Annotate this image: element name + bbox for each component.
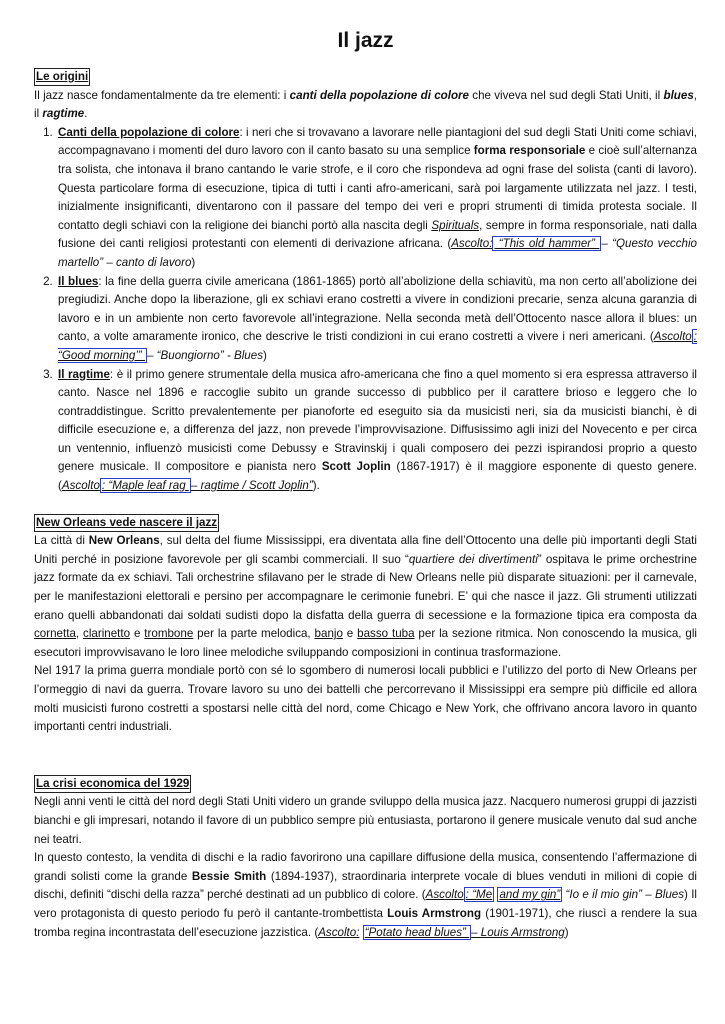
song-link-me-and-my-gin[interactable]: : “Me — [465, 888, 493, 902]
listen-label: Ascolto — [653, 330, 692, 344]
spacer — [34, 737, 697, 775]
spirituals-term: Spirituals — [431, 218, 480, 232]
text: : è il primo genere strumentale della musica afro-americana che fino a quel momento si era espressa attraverso il canto. Nasce nel 1896 e raccoglie subito un grande successo di pubblico per il carattere brioso e leggero che lo contraddistingue. Scritto prevalentemente per pianoforte ed eseguito sia da musicisti neri, sia da musicisti bianchi, è di difficile esecuzione e, a differenza del jazz, non prevede l’improvvisazione. Diffusissimo agli inizi del Novecento e per circa un ventennio, influenzò musicisti come Debussy e Stravinskij i quali composero dei pezzi ispirandosi proprio a questo genere musicale. Il compositore e pianista nero — [58, 367, 697, 474]
section-heading-crisis: La crisi economica del 1929 — [34, 775, 191, 793]
text: La città di — [34, 534, 89, 548]
new-orleans-paragraph-1 — [34, 532, 697, 662]
list-item-canti — [56, 124, 697, 273]
origins-intro — [34, 87, 697, 124]
text: per la parte melodica, — [193, 627, 315, 641]
emphasis: blues — [663, 88, 694, 102]
page-title: Il jazz — [337, 29, 394, 52]
text: In questo contesto, la vendita di dischi e la radio favorirono una capillare diffusione della musica, consentendo l’affermazione di grandi solisti come la grande — [34, 851, 697, 883]
text: e — [342, 627, 358, 641]
section-crisis — [34, 775, 697, 942]
list-item-term: Canti della popolazione di colore — [58, 125, 240, 139]
text: che viveva nel sud degli Stati Uniti, il — [469, 88, 664, 102]
text: Il jazz nasce fondamentalmente da tre elementi: i — [34, 88, 290, 102]
instrument-trombone: trombone — [144, 627, 194, 641]
song-link-maple-leaf-rag[interactable]: : “Maple leaf rag — [101, 479, 189, 493]
emphasis: Louis Armstrong — [387, 906, 482, 920]
listen-label: Ascolto — [61, 479, 100, 493]
emphasis: ragtime — [42, 107, 85, 121]
text: , — [75, 627, 84, 641]
spacer — [34, 496, 697, 514]
text: ” ospitava le prime orchestrine jazz formate da ex schiavi. Tali orchestrine sfilavano per le strade di New Orleans nelle più disparate situazioni: per il carnevale, per le manifestazioni elettorali e persino per accompagnare le cerimonie funebri. E’ qui che nasce il jazz. Gli strumenti utilizzati erano quelli abbandonati dai soldati sudisti dopo la disfatta della guerra di secessione e la formazione tipica era composta da — [34, 552, 697, 622]
origins-list — [34, 124, 697, 496]
list-item-blues — [56, 273, 697, 366]
text: , il — [34, 88, 698, 121]
text: e cioè sull’alternanza tra solista, che intonava il brano cantando le varie strofe, e il coro che rispondeva ad ogni frase del solista (canti di lavoro). Questa particolare forma di esecuzione, tipica di tutti i canti afro-americani, sarà poi largamente utilizzata nel jazz. I testi, inizialmente insignificanti, diventarono con il passare del tempo dei veri e propri strumenti di timida protesta sociale. Il contatto degli schiavi con la religione dei bianchi portò alla nascita degli — [58, 144, 697, 232]
song-description: – ragtime / Scott Joplin” — [190, 479, 313, 493]
text: e — [130, 627, 145, 641]
list-item-ragtime — [56, 366, 697, 496]
section-heading-new-orleans: New Orleans vede nascere il jazz — [34, 514, 219, 532]
section-heading-origins: Le origini — [34, 68, 90, 86]
emphasis: canti della popolazione di colore — [289, 88, 469, 102]
song-link-me-and-my-gin-cont[interactable]: and my gin” — [499, 888, 561, 902]
song-link-good-morning[interactable]: : “Good morning’” — [58, 330, 697, 362]
song-link-potato-head-blues[interactable]: “Potato head blues” — [364, 925, 470, 939]
listen-label: Ascolto: — [451, 237, 493, 251]
text: ) — [191, 255, 196, 269]
song-description: “Io e il mio gin” – Blues — [562, 888, 685, 902]
song-description: – Louis Armstrong — [471, 925, 565, 939]
emphasis: forma responsoriale — [473, 144, 586, 158]
instrument-basso-tuba: basso tuba — [357, 627, 415, 641]
emphasis: quartiere dei divertimenti — [408, 552, 538, 566]
text: ) — [263, 348, 267, 362]
song-description: – “Buongiorno” - Blues — [147, 348, 263, 362]
listen-label: Ascolto — [425, 888, 464, 902]
list-item-term: Il blues — [58, 274, 99, 288]
text: ) Il vero protagonista di questo periodo fu però il cantante-trombettista — [34, 888, 697, 920]
text: ). — [312, 479, 320, 493]
crisis-paragraph-2 — [34, 849, 697, 942]
list-item-term: Il ragtime — [58, 367, 110, 381]
listen-label: Ascolto: — [318, 925, 360, 939]
instrument-clarinetto: clarinetto — [83, 627, 131, 641]
text: per la sezione ritmica. Non conoscendo la musica, gli esecutori improvvisavano le loro linee melodiche sviluppando composizioni in continua trasformazione. — [34, 627, 697, 659]
emphasis: Scott Joplin — [321, 460, 391, 474]
text: . — [84, 107, 88, 121]
instrument-banjo: banjo — [314, 627, 343, 641]
section-origins — [34, 68, 697, 496]
emphasis: New Orleans — [88, 534, 160, 548]
text: : i neri che si trovavano a lavorare nelle piantagioni del sud degli Stati Uniti come schiavi, accompagnavano i momenti del duro lavoro con il canto basato su una semplice — [58, 125, 697, 158]
crisis-paragraph-1: Negli anni venti le città del nord degli Stati Uniti videro un grande sviluppo della musica jazz. Nacquero numerosi gruppi di jazzisti bianchi e gli impresari, notando il favore di un pubblico sempre più entusiasta, portarono il genere musicale venuto dal sud anche nei teatri. — [34, 795, 697, 846]
text: ) — [564, 925, 569, 939]
text: : la fine della guerra civile americana (1861-1865) portò all’abolizione della schiavitù, ma non certo all’abolizione dei pregiudizi. Anche dopo la liberazione, gli ex schiavi erano costretti a vivere in condizioni precarie, senza alcuna garanzia di lavoro e in un ambiente non certo favorevole all’integrazione. Nella seconda metà dell’Ottocento nasce allora il blues: un canto, a volte amaramente ironico, che descrive le tristi condizioni in cui erano costretti a vivere i neri americani. ( — [58, 274, 697, 344]
emphasis: Bessie Smith — [191, 869, 267, 883]
text: , sul delta del fiume Mississippi, era diventata alla fine dell’Ottocento una delle più importanti degli Stati Uniti perché in posizione favorevole per gli scambi commerciali. Il suo “ — [34, 534, 697, 566]
song-link-this-old-hammer[interactable]: “This old hammer” — [494, 237, 600, 251]
text: (1867-1917) è il maggiore esponente di questo genere.( — [58, 460, 697, 493]
text: (1901-1971), che riuscì a rendere la sua tromba regina incontrastata dell’esecuzione jazzistica. ( — [34, 906, 698, 939]
song-description: – “Questo vecchio martello” – canto di lavoro — [58, 237, 697, 269]
text: (1894-1937), straordinaria interprete vocale di blues venduti in milioni di copie di dischi, definiti “dischi della razza” perché destinati ad un pubblico di colore. ( — [34, 869, 697, 902]
section-new-orleans — [34, 514, 697, 737]
text: , sempre in forma responsoriale, nati dalla fusione dei canti religiosi protestanti con elementi di derivazione africana. ( — [58, 218, 697, 251]
new-orleans-paragraph-2: Nel 1917 la prima guerra mondiale portò con sé lo sgombero di numerosi locali pubblici e l’utilizzo del porto di New Orleans per l’ormeggio di navi da guerra. Trovare lavoro su uno dei battelli che percorrevano il Mississippi era sempre più difficile ed allora molti musicisti furono costretti a spostarsi nelle città del nord, come Chicago e New York, che offrivano ancora lavoro in quanto importanti centri industriali. — [34, 664, 697, 734]
instrument-cornetta: cornetta — [34, 627, 76, 641]
